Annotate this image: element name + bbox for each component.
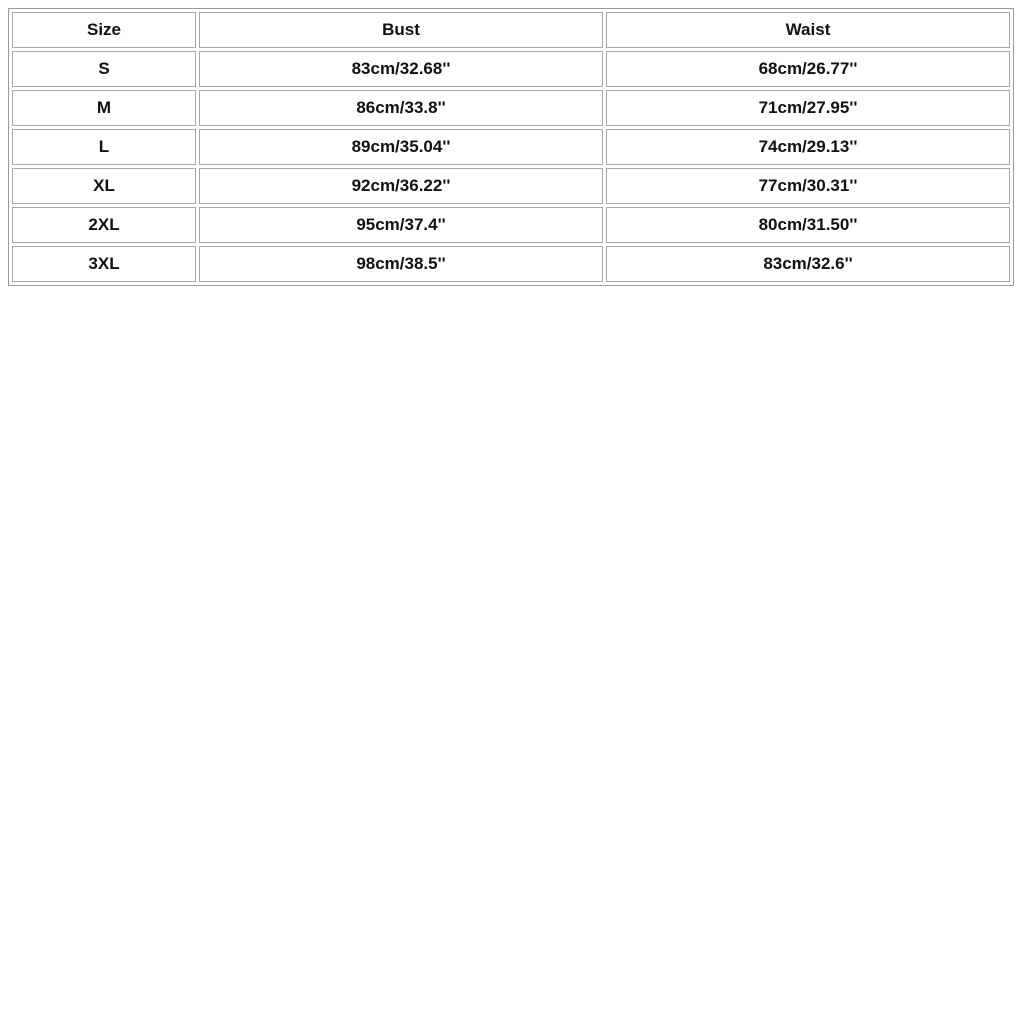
table-header-row: [12, 12, 1010, 48]
table-row: [12, 207, 1010, 243]
table-row: [12, 129, 1010, 165]
waist-cell: 68cm/26.77'': [606, 51, 1010, 87]
size-cell: 2XL: [12, 207, 196, 243]
waist-cell: 71cm/27.95'': [606, 90, 1010, 126]
size-cell: L: [12, 129, 196, 165]
bust-cell: 86cm/33.8'': [199, 90, 603, 126]
bust-cell: 89cm/35.04'': [199, 129, 603, 165]
size-cell: M: [12, 90, 196, 126]
table-row: [12, 51, 1010, 87]
size-cell: 3XL: [12, 246, 196, 282]
waist-cell: 83cm/32.6'': [606, 246, 1010, 282]
waist-cell: 80cm/31.50'': [606, 207, 1010, 243]
waist-cell: 77cm/30.31'': [606, 168, 1010, 204]
size-cell: S: [12, 51, 196, 87]
table-row: [12, 90, 1010, 126]
bust-cell: 83cm/32.68'': [199, 51, 603, 87]
bust-cell: 92cm/36.22'': [199, 168, 603, 204]
bust-cell: 98cm/38.5'': [199, 246, 603, 282]
table-row: [12, 168, 1010, 204]
header-waist: Waist: [606, 12, 1010, 48]
size-chart-table: [8, 8, 1014, 286]
waist-cell: 74cm/29.13'': [606, 129, 1010, 165]
size-cell: XL: [12, 168, 196, 204]
bust-cell: 95cm/37.4'': [199, 207, 603, 243]
header-bust: Bust: [199, 12, 603, 48]
table-row: [12, 246, 1010, 282]
header-size: Size: [12, 12, 196, 48]
